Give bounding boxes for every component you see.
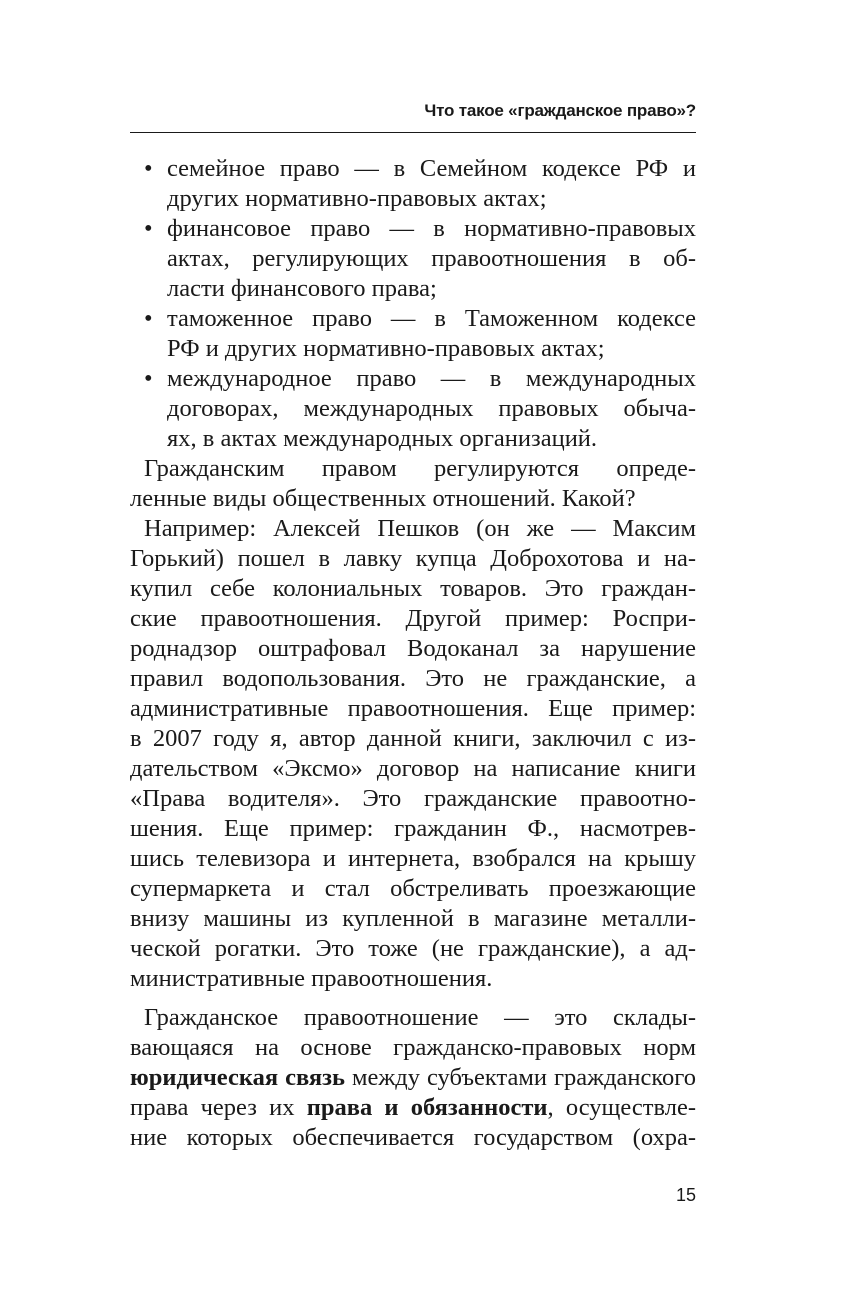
paragraph-examples — [130, 514, 696, 994]
paragraph-line: вающаяся на основе гражданско-правовых норм — [130, 1034, 696, 1061]
paragraph-line: ские правоотношения. Другой пример: Роспри- — [130, 605, 696, 632]
list-item-line: семейное право — в Семейном кодексе РФ и — [167, 155, 696, 182]
paragraph-line: Гражданское правоотношение — это склады- — [144, 1004, 696, 1031]
list-item-line: финансовое право — в нормативно-правовых — [167, 215, 696, 242]
bullet-icon: • — [144, 215, 153, 242]
list-item — [130, 364, 696, 454]
page-body — [130, 154, 696, 1153]
list-item-line: таможенное право — в Таможенном кодексе — [167, 305, 696, 332]
bullet-icon: • — [144, 365, 153, 392]
paragraph-line: министративные правоотношения. — [130, 965, 493, 992]
bullet-list — [130, 154, 696, 454]
page-number: 15 — [675, 1185, 696, 1205]
paragraph-gap — [130, 994, 696, 1003]
list-item — [130, 214, 696, 304]
paragraph-definition — [130, 1003, 696, 1153]
bold-term-rights-duties: права и обязанности — [306, 1094, 548, 1121]
paragraph-line: купил себе колониальных товаров. Это граждан- — [130, 575, 696, 602]
list-item-line: актах, регулирующих правоотношения в об- — [167, 245, 696, 272]
header-rule — [130, 132, 696, 133]
paragraph-line: Гражданским правом регулируются опреде- — [144, 455, 696, 482]
running-title: Что такое «гражданское право»? — [424, 101, 696, 120]
paragraph-question — [130, 454, 696, 514]
paragraph-line: ленные виды общественных отношений. Какой? — [130, 485, 636, 512]
paragraph-line-with-term — [130, 1093, 696, 1123]
paragraph-line: роднадзор оштрафовал Водоканал за нарушение — [130, 635, 696, 662]
list-item-line: РФ и других нормативно-правовых актах; — [167, 335, 605, 362]
list-item — [130, 304, 696, 364]
paragraph-line: административные правоотношения. Еще пример: — [130, 695, 696, 722]
paragraph-line: внизу машины из купленной в магазине металли- — [130, 905, 696, 932]
paragraph-line: супермаркета и стал обстреливать проезжающие — [130, 875, 696, 902]
bold-term-legal-relation: юридическая связь — [130, 1064, 345, 1091]
paragraph-line: правил водопользования. Это не гражданские, а — [130, 665, 696, 692]
bullet-icon: • — [144, 305, 153, 332]
line-text: , осуществле- — [547, 1094, 696, 1121]
list-item-line: других нормативно-правовых актах; — [167, 185, 547, 212]
paragraph-line: шения. Еще пример: гражданин Ф., насмотрев- — [130, 815, 696, 842]
list-item-line: договорах, международных правовых обыча- — [167, 395, 696, 422]
list-item — [130, 154, 696, 214]
paragraph-line: «Права водителя». Это гражданские правоотно- — [130, 785, 696, 812]
paragraph-line: в 2007 году я, автор данной книги, заключил с из- — [130, 725, 696, 752]
paragraph-line-with-term — [130, 1063, 696, 1093]
paragraph-line: Например: Алексей Пешков (он же — Максим — [144, 515, 696, 542]
list-item-line: ях, в актах международных организаций. — [167, 425, 598, 452]
line-text: между субъектами гражданского — [344, 1064, 696, 1091]
bullet-icon: • — [144, 155, 153, 182]
paragraph-line: ние которых обеспечивается государством (охра- — [130, 1124, 696, 1151]
paragraph-line: Горький) пошел в лавку купца Доброхотова и на- — [130, 545, 696, 572]
paragraph-line: ческой рогатки. Это тоже (не гражданские), а ад- — [130, 935, 696, 962]
paragraph-line: дательством «Эксмо» договор на написание книги — [130, 755, 696, 782]
list-item-line: международное право — в международных — [167, 365, 696, 392]
line-text: права через их — [130, 1094, 307, 1121]
paragraph-line: шись телевизора и интернета, взобрался на крышу — [130, 845, 696, 872]
list-item-line: ласти финансового права; — [167, 275, 437, 302]
